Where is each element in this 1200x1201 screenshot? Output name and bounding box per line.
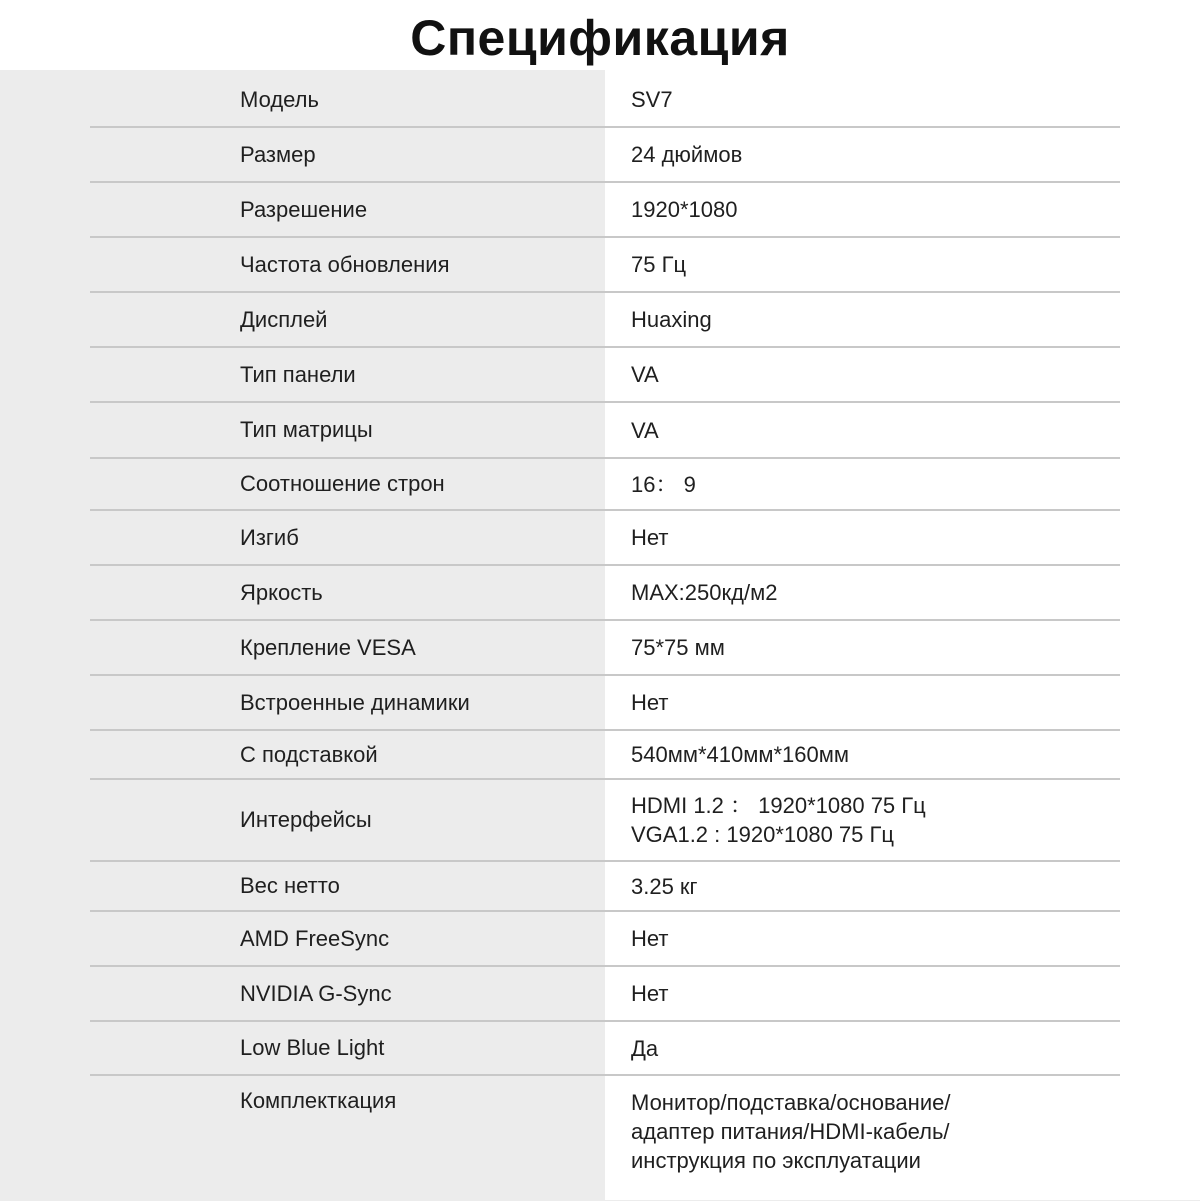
spec-row <box>90 511 1120 566</box>
spec-value <box>605 578 1120 607</box>
spec-label: Встроенные динамики <box>240 689 470 715</box>
spec-value-line: Монитор/подставка/основание/ <box>631 1090 951 1115</box>
spec-row <box>90 238 1120 293</box>
spec-value <box>605 140 1120 169</box>
spec-value-line: 75 Гц <box>631 252 687 277</box>
spec-value-line: 1920*1080 <box>631 197 738 222</box>
spec-value-line: адаптер питания/HDMI-кабель/ <box>631 1119 950 1144</box>
spec-label: Модель <box>240 86 319 112</box>
spec-value-line: 540мм*410мм*160мм <box>631 742 849 767</box>
spec-value <box>605 979 1120 1008</box>
spec-row <box>90 967 1120 1022</box>
spec-label: Размер <box>240 141 316 167</box>
spec-value-line: 24 дюймов <box>631 142 743 167</box>
page-title: Спецификация <box>410 10 790 66</box>
spec-value-line: инструкция по эксплуатации <box>631 1148 921 1173</box>
spec-row <box>90 731 1120 780</box>
spec-value <box>605 791 1120 849</box>
spec-value-line: Нет <box>631 926 669 951</box>
spec-row <box>90 621 1120 676</box>
spec-value <box>605 470 1120 499</box>
spec-value <box>605 924 1120 953</box>
spec-value-line: Huaxing <box>631 307 712 332</box>
spec-value-line: 16： 9 <box>631 471 696 497</box>
spec-value <box>605 872 1120 901</box>
spec-value-line: VA <box>631 362 659 387</box>
spec-label: Дисплей <box>240 306 328 332</box>
spec-value <box>605 195 1120 224</box>
spec-value <box>605 523 1120 552</box>
spec-value <box>605 250 1120 279</box>
spec-label: Интерфейсы <box>240 807 372 832</box>
spec-row <box>90 73 1120 128</box>
spec-table <box>90 73 1120 1201</box>
spec-label: Крепление VESA <box>240 634 416 660</box>
spec-row <box>90 912 1120 967</box>
spec-label: Тип панели <box>240 361 356 387</box>
spec-label: AMD FreeSync <box>240 925 390 951</box>
spec-label: Изгиб <box>240 524 299 550</box>
spec-label: Яркость <box>240 579 323 605</box>
spec-row <box>90 1076 1120 1201</box>
spec-value-line: Нет <box>631 981 669 1006</box>
spec-value-line: Нет <box>631 525 669 550</box>
spec-value-line: 3.25 кг <box>631 873 698 899</box>
spec-value-line: HDMI 1.2 ： 1920*1080 75 Гц <box>631 793 926 818</box>
spec-row <box>90 183 1120 238</box>
spec-row <box>90 1022 1120 1076</box>
spec-value <box>605 688 1120 717</box>
spec-value <box>605 1034 1120 1063</box>
spec-value <box>605 633 1120 662</box>
spec-value-line: VA <box>631 417 659 443</box>
spec-value-line: 75*75 мм <box>631 635 725 660</box>
spec-label: Вес нетто <box>240 873 340 898</box>
spec-value-line: Нет <box>631 690 669 715</box>
spec-label: Частота обновления <box>240 251 450 277</box>
spec-label: NVIDIA G-Sync <box>240 980 392 1006</box>
spec-row <box>90 128 1120 183</box>
spec-value-line: MAX:250кд/м2 <box>631 580 778 605</box>
spec-row <box>90 293 1120 348</box>
spec-row <box>90 780 1120 862</box>
spec-value <box>605 416 1120 445</box>
spec-value <box>605 305 1120 334</box>
spec-label: Комплекткация <box>240 1088 397 1113</box>
spec-row <box>90 348 1120 403</box>
spec-label: С подставкой <box>240 741 378 767</box>
spec-label: Low Blue Light <box>240 1035 385 1060</box>
spec-row <box>90 459 1120 511</box>
spec-value <box>605 740 1120 769</box>
spec-label: Тип матрицы <box>240 417 373 442</box>
spec-value <box>605 360 1120 389</box>
spec-row <box>90 403 1120 459</box>
spec-row <box>90 566 1120 621</box>
spec-label: Соотношение строн <box>240 471 445 496</box>
spec-value-line: VGA1.2 : 1920*1080 75 Гц <box>631 822 895 847</box>
spec-value-line: SV7 <box>631 87 673 112</box>
spec-value <box>605 1076 1120 1175</box>
spec-row <box>90 676 1120 731</box>
spec-value <box>605 85 1120 114</box>
spec-value-line: Да <box>631 1035 659 1061</box>
spec-row <box>90 862 1120 912</box>
spec-label: Разрешение <box>240 196 368 222</box>
